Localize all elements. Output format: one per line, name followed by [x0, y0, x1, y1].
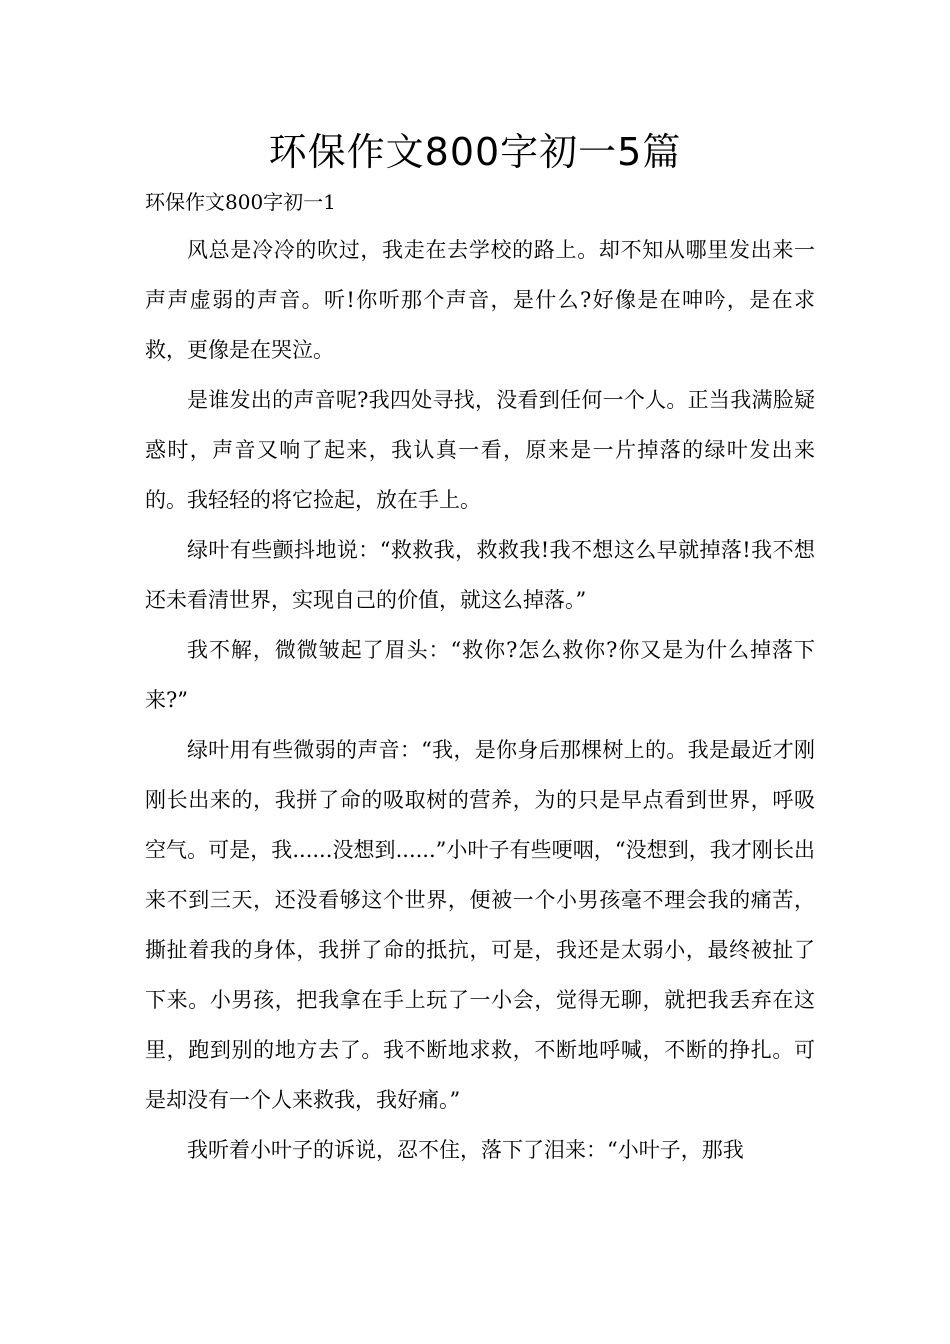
document-body [145, 183, 815, 1175]
paragraph-6: 我听着小叶子的诉说，忍不住，落下了泪来：“小叶子，那我 [187, 1138, 744, 1162]
paragraph-5: 绿叶用有些微弱的声音：“我，是你身后那棵树上的。我是最近才刚刚长出来的，我拼了命的吸取树的营养，为的只是早点看到世界，呼吸空气。可是，我......没想到......”小叶子有些哽咽，“没想到，我才刚长出来不到三天，还没看够这个世界，便被一个小男孩毫不理会我的痛苦，撕扯着我的身体，我拼了命的抵抗，可是，我还是太弱小，最终被扯了下来。小男孩，把我拿在手上玩了一小会，觉得无聊，就把我丢弃在这里，跑到别的地方去了。我不断地求救，不断地呼喊，不断的挣扎。可是却没有一个人来救我，我好痛。” [145, 738, 815, 1112]
paragraph-4: 我不解，微微皱起了眉头：“救你?怎么救你?你又是为什么掉落下来?” [145, 638, 815, 712]
paragraph-3: 绿叶有些颤抖地说：“救救我，救救我!我不想这么早就掉落!我不想还未看清世界，实现自己的价值，就这么掉落。” [145, 538, 815, 612]
document-title: 环保作文800字初一5篇 [268, 130, 682, 174]
paragraph-1: 风总是冷冷的吹过，我走在去学校的路上。却不知从哪里发出来一声声虚弱的声音。听!你听那个声音，是什么?好像是在呻吟，是在求救，更像是在哭泣。 [145, 238, 815, 362]
paragraph-2: 是谁发出的声音呢?我四处寻找，没看到任何一个人。正当我满脸疑惑时，声音又响了起来，我认真一看，原来是一片掉落的绿叶发出来的。我轻轻的将它捡起，放在手上。 [145, 388, 815, 512]
section-heading: 环保作文800字初一1 [145, 190, 336, 214]
